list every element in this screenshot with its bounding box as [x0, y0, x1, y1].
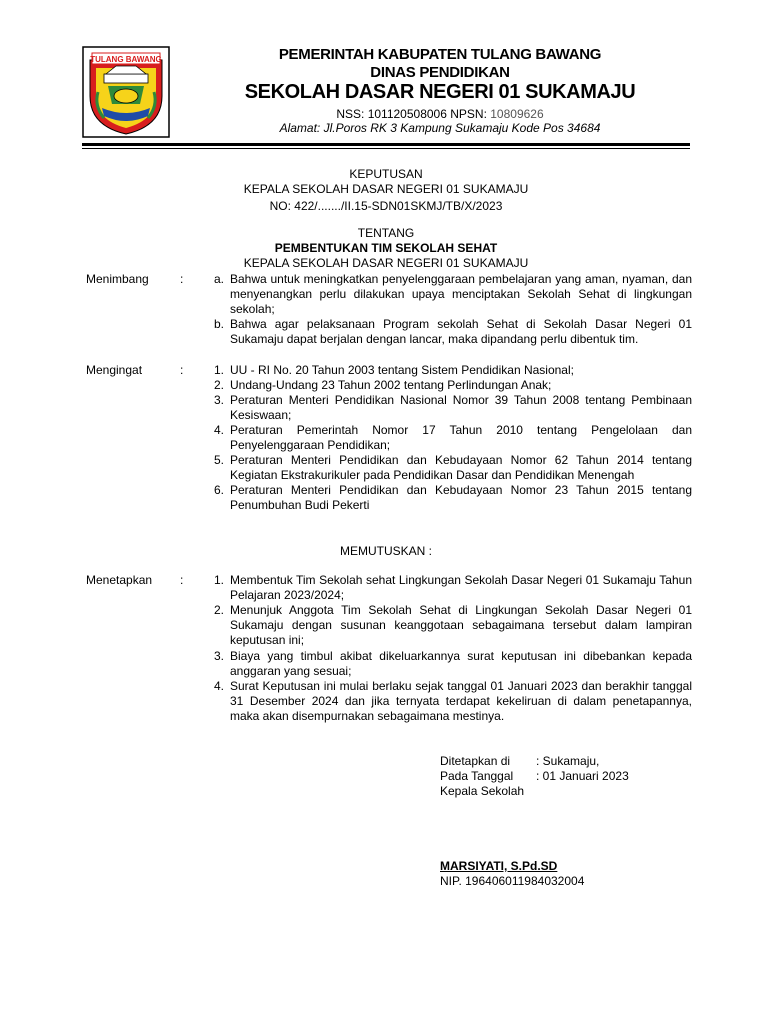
menimbang-item: Bahwa untuk meningkatkan penyelenggaraan pembelajaran yang aman, nyaman, dan menyenangkan perlu dilakukan upaya menciptakan Sekolah Sehat di lingkungan sekolah;	[230, 272, 692, 316]
decree-issuer: KEPALA SEKOLAH DASAR NEGERI 01 SUKAMAJU	[243, 182, 529, 196]
mengingat-item: Peraturan Menteri Pendidikan dan Kebudayaan Nomor 23 Tahun 2015 tentang Penumbuhan Budi Pekerti	[230, 483, 692, 512]
mengingat-number: 5.	[213, 453, 224, 467]
mengingat-number: 3.	[213, 393, 224, 407]
mengingat-item: Peraturan Pemerintah Nomor 17 Tahun 2010 tentang Pengelolaan dan Penyelenggaraan Pendidikan;	[230, 423, 692, 452]
tanggal-label: Pada Tanggal	[440, 769, 514, 783]
header-government: PEMERINTAH KABUPATEN TULANG BAWANG	[278, 46, 602, 63]
mengingat-item: Undang-Undang 23 Tahun 2002 tentang Perlindungan Anak;	[230, 378, 552, 392]
menetapkan-colon: :	[180, 573, 184, 587]
mengingat-colon: :	[180, 363, 184, 377]
header-nss-npsn	[180, 107, 700, 121]
mengingat-number: 4.	[213, 423, 224, 437]
decree-tentang: TENTANG	[357, 226, 415, 240]
mengingat-number: 6.	[213, 483, 224, 497]
menetapkan-item: Biaya yang timbul akibat dikeluarkannya surat keputusan ini dibebankan kepada anggaran yang sesuai;	[230, 649, 692, 678]
header-school-name: SEKOLAH DASAR NEGERI 01 SUKAMAJU	[244, 81, 636, 103]
ditetapkan-label: Ditetapkan di	[440, 754, 511, 768]
header-agency: DINAS PENDIDIKAN	[370, 64, 510, 81]
nss-text: NSS: 101120508006 NPSN:	[336, 107, 491, 121]
header-rule-thick	[82, 143, 690, 146]
memutuskan-heading: MEMUTUSKAN :	[339, 544, 432, 558]
regency-logo	[82, 46, 170, 138]
decree-keputusan: KEPUTUSAN	[349, 167, 423, 181]
tanggal-value: : 01 Januari 2023	[536, 769, 629, 783]
npsn-value: 10809626	[490, 107, 544, 121]
mengingat-item: Peraturan Menteri Pendidikan Nasional Nomor 39 Tahun 2008 tentang Pembinaan Kesiswaan;	[230, 393, 692, 422]
menetapkan-number: 1.	[213, 573, 224, 587]
mengingat-item: UU - RI No. 20 Tahun 2003 tentang Sistem Pendidikan Nasional;	[230, 363, 574, 377]
mengingat-label: Mengingat	[86, 363, 143, 377]
header-address: Alamat: Jl.Poros RK 3 Kampung Sukamaju Kode Pos 34684	[279, 121, 601, 135]
menimbang-number: b.	[213, 317, 224, 331]
signatory-nip: NIP. 196406011984032004	[440, 874, 585, 888]
menetapkan-item: Menunjuk Anggota Tim Sekolah Sehat di Lingkungan Sekolah Dasar Negeri 01 Sukamaju dengan susunan keanggotaan sebagaimana tersebut dalam lampiran keputusan ini;	[230, 603, 692, 647]
decree-number: NO: 422/......./II.15-SDN01SKMJ/TB/X/2023	[269, 199, 503, 213]
mengingat-item: Peraturan Menteri Pendidikan dan Kebudayaan Nomor 62 Tahun 2014 tentang Kegiatan Ekstrakurikuler pada Pendidikan Dasar dan Pendidikan Menengah	[230, 453, 692, 482]
logo-banner-text: TULANG BAWANG	[90, 55, 162, 64]
menetapkan-item: Membentuk Tim Sekolah sehat Lingkungan Sekolah Dasar Negeri 01 Sukamaju Tahun Pelajaran 2023/2024;	[230, 573, 692, 602]
decree-title: PEMBENTUKAN TIM SEKOLAH SEHAT	[274, 241, 498, 255]
menetapkan-item: Surat Keputusan ini mulai berlaku sejak tanggal 01 Januari 2023 dan berakhir tanggal 31 Desember 2024 dan jika ternyata terdapat kekeliruan di dalam penetapannya, maka akan disempurnakan sebagaimana mestinya.	[230, 679, 692, 723]
menetapkan-number: 2.	[213, 603, 224, 617]
ditetapkan-value: : Sukamaju,	[536, 754, 600, 768]
signatory-name: MARSIYATI, S.Pd.SD	[440, 859, 558, 873]
menetapkan-label: Menetapkan	[86, 573, 153, 587]
decree-subtitle: KEPALA SEKOLAH DASAR NEGERI 01 SUKAMAJU	[243, 256, 529, 270]
mengingat-number: 1.	[213, 363, 224, 377]
signatory-role: Kepala Sekolah	[440, 784, 525, 798]
menimbang-item: Bahwa agar pelaksanaan Program sekolah Sehat di Sekolah Dasar Negeri 01 Sukamaju dapat berjalan dengan lancar, maka dipandang perlu dibentuk tim.	[230, 317, 692, 346]
menimbang-colon: :	[180, 272, 184, 286]
menetapkan-number: 4.	[213, 679, 224, 693]
menimbang-label: Menimbang	[86, 272, 149, 286]
header-rule-thin	[82, 148, 690, 149]
menetapkan-number: 3.	[213, 649, 224, 663]
mengingat-number: 2.	[213, 378, 224, 392]
menimbang-number: a.	[213, 272, 224, 286]
